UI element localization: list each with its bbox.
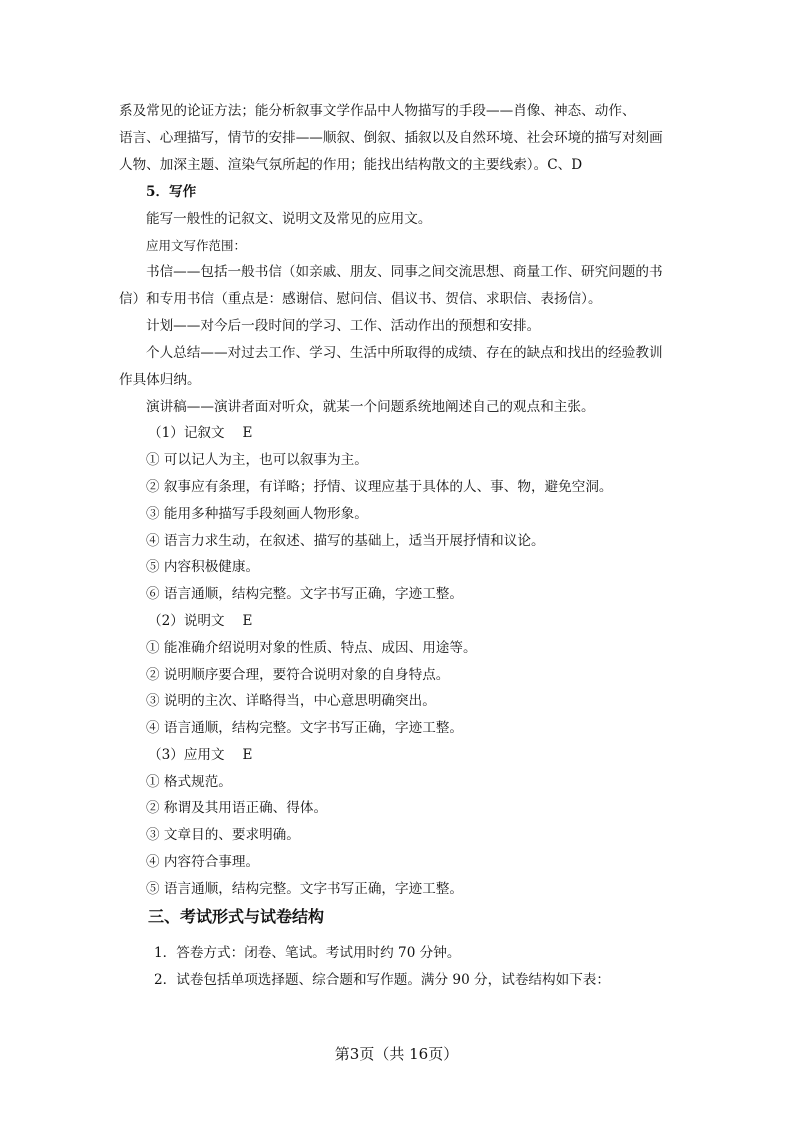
- list-item: ④ 内容符合事理。: [146, 854, 260, 870]
- list-item: ③ 说明的主次、详略得当，中心意思明确突出。: [146, 693, 436, 709]
- page-footer: 第3页（共 16页）: [334, 1045, 459, 1063]
- paragraph-line: 应用文写作范围：: [146, 238, 247, 253]
- list-item: ② 说明顺序要合理，要符合说明对象的自身特点。: [146, 667, 450, 683]
- paragraph-line: 1．答卷方式：闭卷、笔试。考试用时约 70 分钟。: [154, 945, 461, 961]
- list-item: ⑥ 语言通顺，结构完整。文字书写正确，字迹工整。: [146, 586, 463, 602]
- list-item: ② 称谓及其用语正确、得体。: [146, 800, 328, 816]
- list-item: ⑤ 内容积极健康。: [146, 559, 260, 575]
- paragraph-line: 个人总结——对过去工作、学习、生活中所取得的成绩、存在的缺点和找出的经验教训: [146, 345, 663, 361]
- section-heading-writing: 5．写作: [146, 184, 197, 200]
- paragraph-line: 演讲稿——演讲者面对听众，就某一个问题系统地阐述自己的观点和主张。: [146, 399, 595, 415]
- paragraph-line: 计划——对今后一段时间的学习、工作、活动作出的预想和安排。: [146, 318, 541, 334]
- section-heading-exam-format: 三、考试形式与试卷结构: [148, 907, 325, 926]
- paragraph-line: 系及常见的论证方法；能分析叙事文学作品中人物描写的手段——肖像、神态、动作、: [119, 103, 636, 119]
- paragraph-line: 能写一般性的记叙文、说明文及常见的应用文。: [146, 211, 432, 227]
- list-item: ① 能准确介绍说明对象的性质、特点、成因、用途等。: [146, 640, 477, 656]
- list-item: ④ 语言通顺，结构完整。文字书写正确，字迹工整。: [146, 720, 463, 736]
- paragraph-line: 作具体归纳。: [119, 372, 201, 388]
- list-item: ④ 语言力求生动，在叙述、描写的基础上，适当开展抒情和议论。: [146, 533, 545, 549]
- paragraph-line: 书信——包括一般书信（如亲戚、朋友、同事之间交流思想、商量工作、研究问题的书: [146, 264, 663, 280]
- subheading-practical: （3）应用文 E: [148, 747, 253, 763]
- subheading-narrative: （1）记叙文 E: [148, 425, 253, 441]
- subheading-expository: （2）说明文 E: [148, 613, 253, 629]
- list-item: ③ 能用多种描写手段刻画人物形象。: [146, 506, 368, 522]
- list-item: ② 叙事应有条理，有详略；抒情、议理应基于具体的人、事、物，避免空洞。: [146, 479, 613, 495]
- paragraph-line: 2．试卷包括单项选择题、综合题和写作题。满分 90 分，试卷结构如下表：: [154, 972, 610, 988]
- list-item: ③ 文章目的、要求明确。: [146, 827, 300, 843]
- list-item: ① 格式规范。: [146, 774, 232, 790]
- paragraph-line: 人物、加深主题、渲染气氛所起的作用；能找出结构散文的主要线索）。C、D: [119, 157, 583, 173]
- paragraph-line: 信）和专用书信（重点是：感谢信、慰问信、倡议书、贺信、求职信、表扬信）。: [119, 291, 602, 307]
- paragraph-line: 语言、心理描写，情节的安排——顺叙、倒叙、插叙以及自然环境、社会环境的描写对刻画: [119, 130, 663, 146]
- list-item: ① 可以记人为主，也可以叙事为主。: [146, 452, 368, 468]
- list-item: ⑤ 语言通顺，结构完整。文字书写正确，字迹工整。: [146, 881, 463, 897]
